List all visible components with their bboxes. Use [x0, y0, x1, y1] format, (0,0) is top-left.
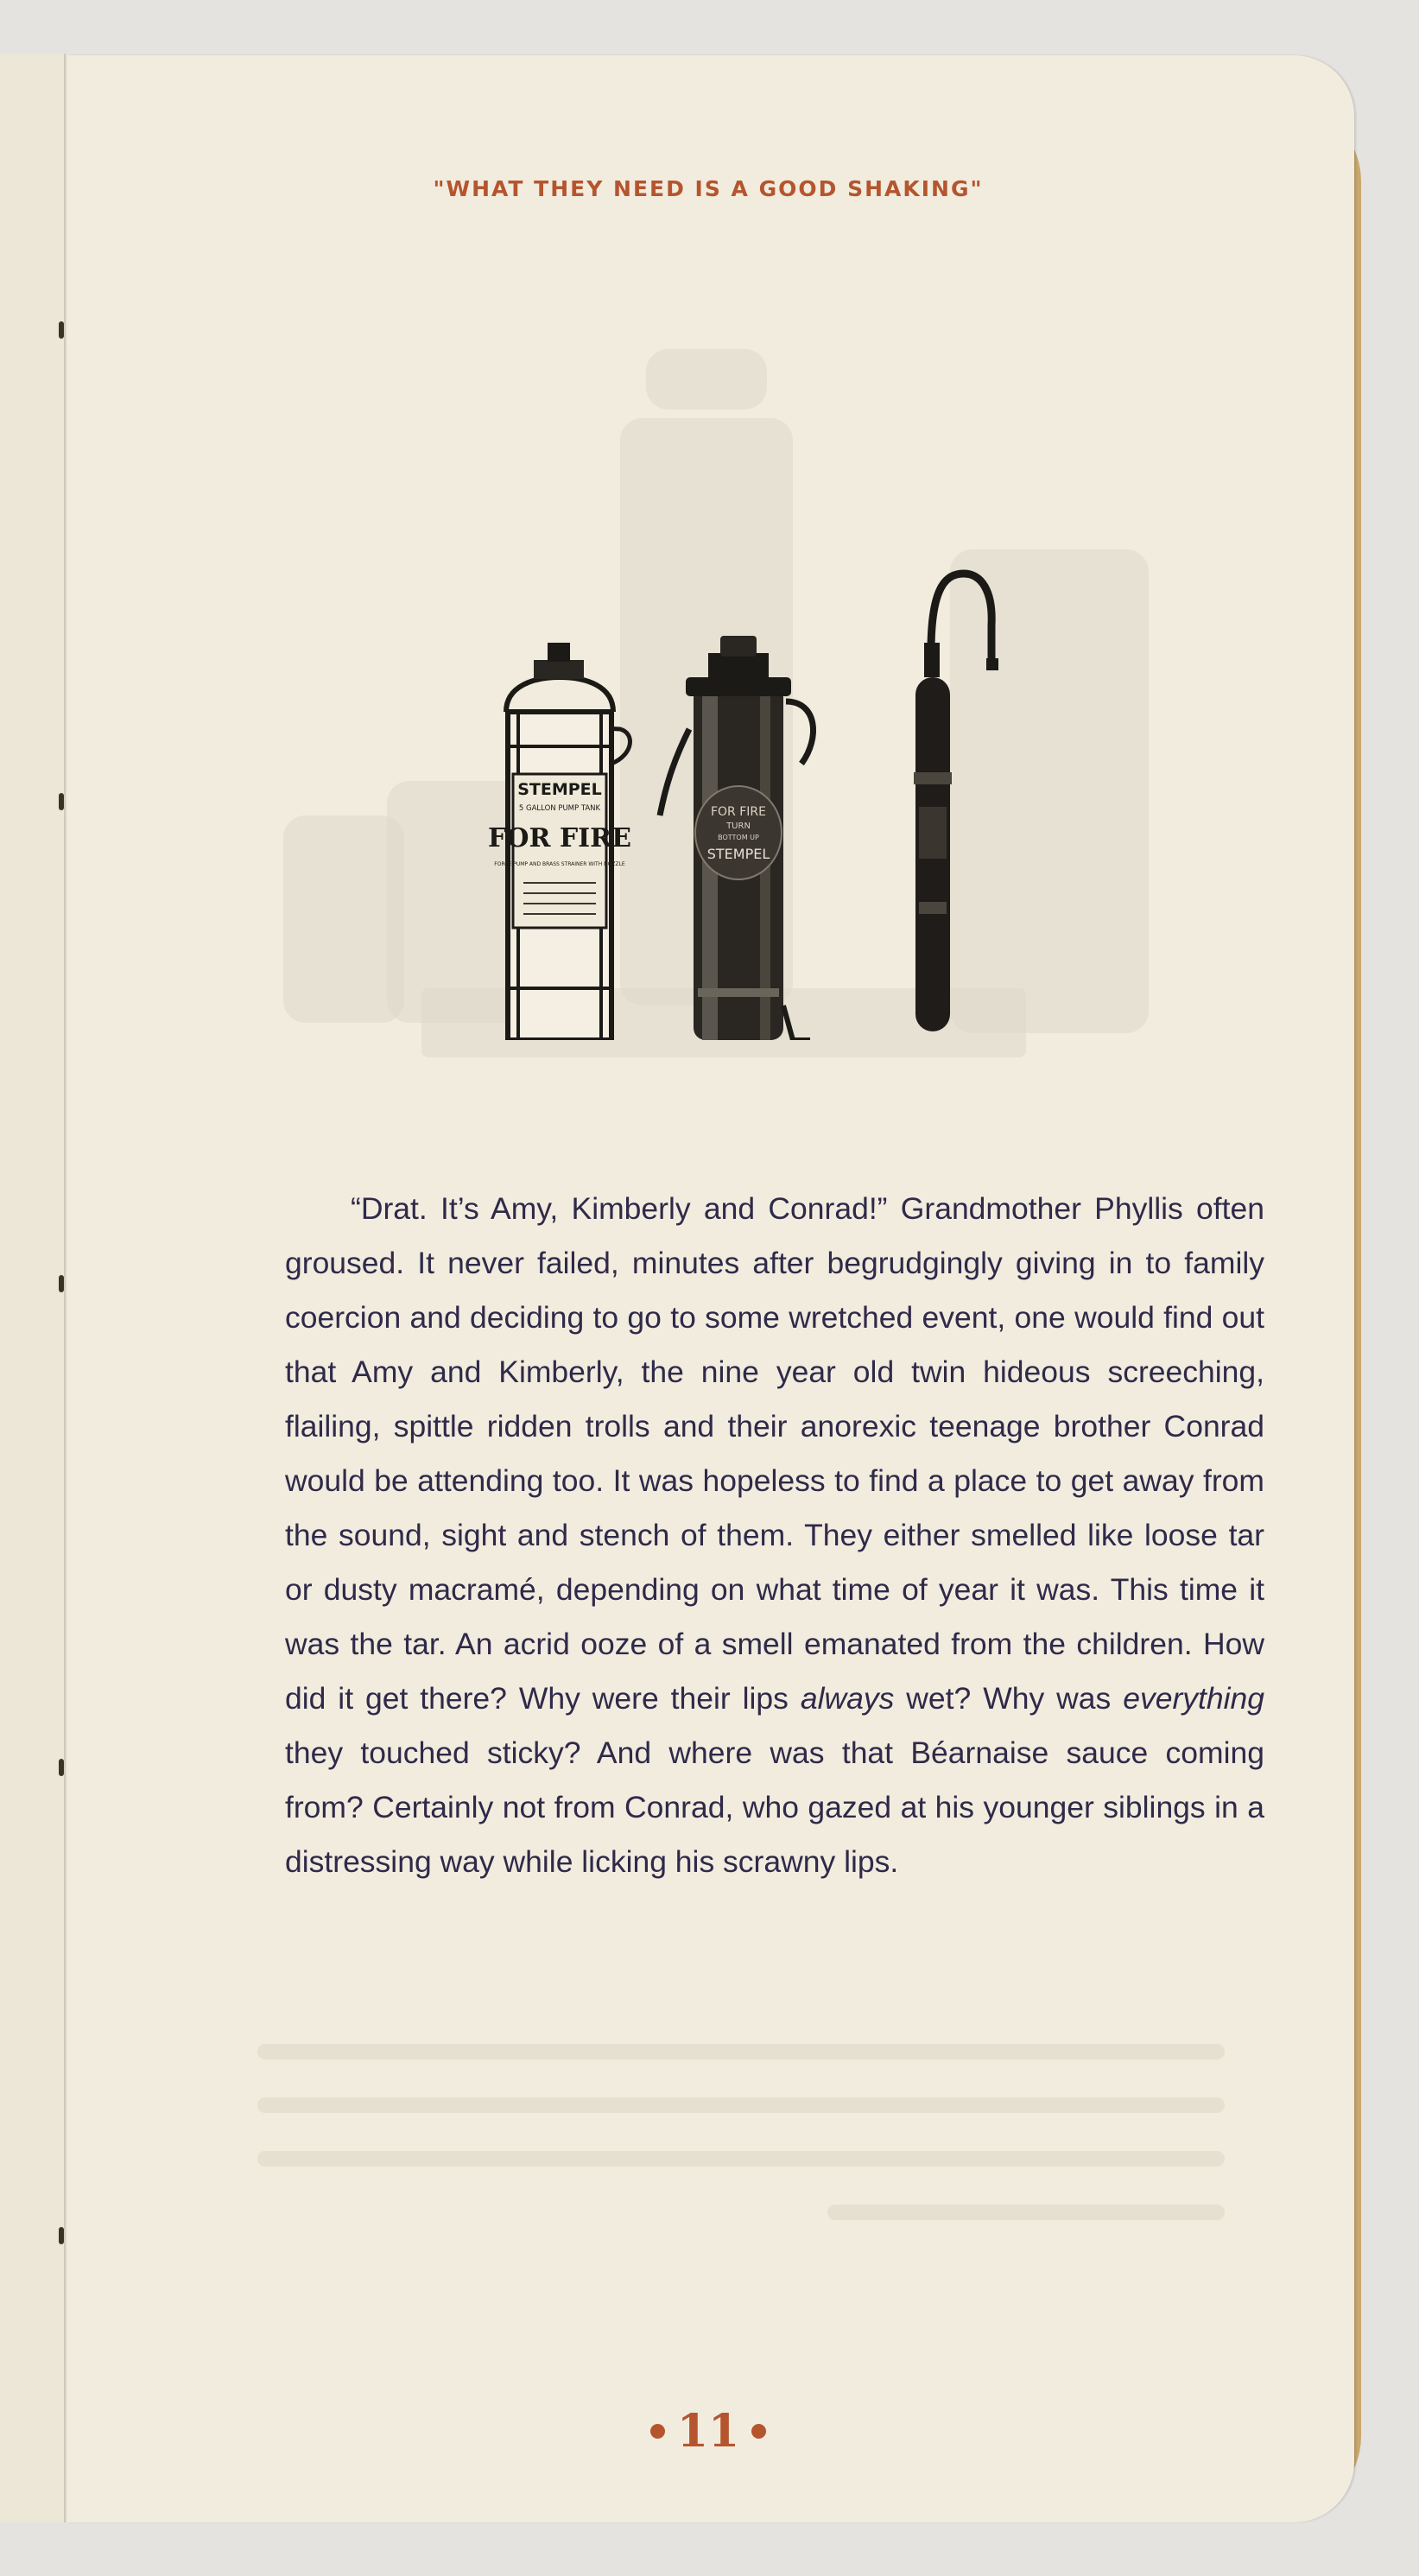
binding-stitch: [59, 1759, 64, 1776]
show-through: [283, 815, 404, 1023]
running-head: "WHAT THEY NEED IS A GOOD SHAKING": [433, 176, 984, 201]
soda-acid-extinguisher: [660, 636, 814, 1040]
tank1-sub: 5 GALLON PUMP TANK: [518, 804, 601, 813]
show-through: [646, 349, 767, 409]
folio-dot: [650, 2424, 665, 2439]
show-through-line: [827, 2205, 1225, 2220]
binding-stitch: [59, 793, 64, 810]
tank2-label-mid: TURN: [726, 822, 751, 831]
page-number: [67, 2405, 1349, 2458]
paragraph: “Drat. It’s Amy, Kimberly and Conrad!” Grandmother Phyllis often groused. It never failed, minutes after begrudgingly giving in to family coercion and deciding to go to some wretched event, one would find out that Amy and Kimberly, the nine year old twin hideous screeching, flailing, spittle ridden trolls and their anorexic teenage brother Conrad would be attending too. It was hopeless to find a place to get away from the sound, sight and stench of them. They either smelled like loose tar or dusty macramé, depending on what time of year it was. This time it was the tar. An acrid ooze of a smell emanated from the children. How did it get there? Why were their lips always wet? Why was everything they touched sticky? And where was that Béarnaise sauce coming from? Certainly not from Conrad, who gazed at his younger siblings in a distressing way while licking his scrawny lips.: [285, 1191, 1264, 1879]
facing-page-edge: [0, 54, 66, 2522]
tank1-label: FOR FIRE: [488, 823, 631, 853]
book-page: [67, 55, 1354, 2522]
binding-stitch: [59, 1275, 64, 1292]
pump-tank-extinguisher: [488, 643, 631, 1040]
body-text: [285, 1182, 1264, 1889]
tank2-label-top: FOR FIRE: [710, 805, 767, 819]
tank1-small: FORCE PUMP AND BRASS STRAINER WITH NOZZLE: [494, 861, 625, 867]
pump-gun-extinguisher: [914, 574, 998, 1031]
show-through-line: [257, 2044, 1225, 2059]
binding-stitch: [59, 2227, 64, 2244]
tank2-label-small: BOTTOM UP: [718, 834, 759, 841]
tank2-brand: STEMPEL: [706, 846, 770, 862]
tank1-brand: STEMPEL: [517, 780, 602, 799]
page-number-text: 11: [676, 2405, 740, 2458]
show-through-line: [257, 2151, 1225, 2167]
show-through-line: [257, 2097, 1225, 2113]
binding-stitch: [59, 321, 64, 339]
folio-dot: [751, 2424, 766, 2439]
fire-extinguishers-illustration: [482, 556, 1052, 1040]
